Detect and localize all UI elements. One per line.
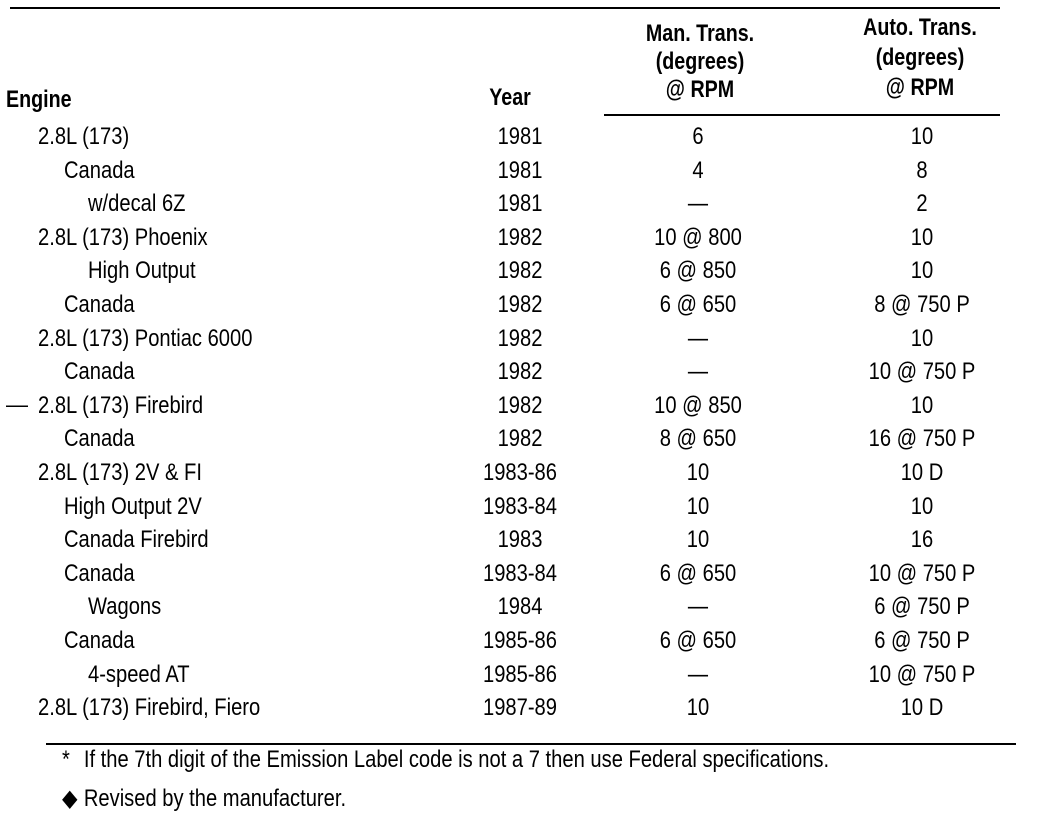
top-rule [10, 7, 1000, 9]
year-cell: 1982 [497, 290, 543, 318]
table-row [0, 624, 1056, 658]
man-trans-cell: 6 @ 650 [659, 559, 737, 587]
auto-trans-cell: 10 [910, 223, 934, 251]
table-row [0, 389, 1056, 423]
man-trans-cell: 10 @ 800 [654, 223, 742, 251]
header-rule [604, 114, 1000, 116]
engine-cell: 2.8L (173) Firebird, Fiero [38, 694, 261, 722]
engine-cell: Canada [64, 290, 135, 318]
header-auto-trans-line-2: (degrees) [875, 44, 965, 71]
year-cell: 1983-84 [483, 492, 557, 520]
year-cell: 1982 [497, 358, 543, 386]
table-row [0, 254, 1056, 288]
table-row [0, 355, 1056, 389]
engine-cell: 2.8L (173) Phoenix [38, 223, 208, 251]
engine-cell: Canada [64, 358, 135, 386]
engine-cell: w/decal 6Z [88, 190, 186, 218]
year-cell: 1981 [497, 123, 543, 150]
engine-cell: 2.8L (173) Firebird [38, 391, 204, 419]
auto-trans-cell: 10 @ 750 P [868, 358, 976, 386]
auto-trans-cell: 8 @ 750 P [874, 290, 970, 318]
engine-cell: 4-speed AT [88, 660, 190, 688]
footnote-asterisk [62, 746, 829, 774]
man-trans-cell: 6 @ 650 [659, 626, 737, 654]
auto-trans-cell: 10 @ 750 P [868, 559, 976, 587]
man-trans-cell: — [687, 593, 709, 621]
diamond-symbol: ◆ [62, 785, 78, 812]
header-auto-trans-line-3: @ RPM [885, 74, 955, 101]
engine-cell: Canada [64, 156, 135, 184]
header-man-trans-line-2: (degrees) [655, 48, 745, 75]
spec-table [0, 120, 1056, 725]
auto-trans-cell: 6 @ 750 P [874, 626, 970, 654]
year-cell: 1981 [497, 156, 543, 184]
year-cell: 1983-86 [483, 458, 557, 486]
year-cell: 1981 [497, 190, 543, 218]
table-row [0, 221, 1056, 255]
auto-trans-cell: 10 D [900, 458, 944, 486]
engine-cell: Canada [64, 425, 135, 453]
auto-trans-cell: 16 [910, 526, 934, 554]
footnote-diamond-text: Revised by the manufacturer. [83, 785, 347, 812]
auto-trans-cell: 10 [910, 492, 934, 520]
year-cell: 1982 [497, 425, 543, 453]
man-trans-cell: 10 [686, 526, 710, 554]
table-row [0, 422, 1056, 456]
man-trans-cell: 4 [692, 156, 704, 184]
table-row [0, 456, 1056, 490]
auto-trans-cell: 10 [910, 257, 934, 285]
table-row [0, 288, 1056, 322]
table-row [0, 590, 1056, 624]
man-trans-cell: — [687, 660, 709, 688]
auto-trans-cell: 6 @ 750 P [874, 593, 970, 621]
auto-trans-cell: 10 [910, 324, 934, 352]
table-row [0, 490, 1056, 524]
footnote-asterisk-text: If the 7th digit of the Emission Label code is not a 7 then use Federal specifications. [83, 746, 830, 773]
year-cell: 1985-86 [483, 626, 557, 654]
man-trans-cell: — [687, 324, 709, 352]
asterisk-symbol: * [62, 746, 70, 773]
engine-cell: Canada [64, 559, 135, 587]
engine-cell: Canada [64, 626, 135, 654]
engine-cell: 2.8L (173) Pontiac 6000 [38, 324, 253, 352]
man-trans-cell: — [687, 190, 709, 218]
table-row [0, 120, 1056, 154]
table-row [0, 557, 1056, 591]
auto-trans-cell: 10 [910, 123, 934, 150]
header-year: Year [489, 84, 531, 111]
table-row [0, 154, 1056, 188]
engine-cell: High Output [88, 257, 196, 285]
header-man-trans-line-1: Man. Trans. [645, 20, 755, 47]
auto-trans-cell: 10 [910, 391, 934, 419]
table-row [0, 322, 1056, 356]
man-trans-cell: — [687, 358, 709, 386]
auto-trans-cell: 8 [916, 156, 928, 184]
year-cell: 1982 [497, 257, 543, 285]
margin-dash-mark: — [6, 392, 28, 417]
year-cell: 1982 [497, 324, 543, 352]
man-trans-cell: 6 @ 650 [659, 290, 737, 318]
engine-cell: High Output 2V [64, 492, 202, 520]
header-auto-trans-line-1: Auto. Trans. [863, 14, 977, 41]
engine-cell: 2.8L (173) [38, 123, 130, 150]
year-cell: 1982 [497, 223, 543, 251]
man-trans-cell: 8 @ 650 [659, 425, 737, 453]
engine-cell: Canada Firebird [64, 526, 209, 554]
year-cell: 1984 [497, 593, 543, 621]
man-trans-cell: 6 @ 850 [659, 257, 737, 285]
man-trans-cell: 6 [692, 123, 704, 150]
man-trans-cell: 10 @ 850 [654, 391, 742, 419]
auto-trans-cell: 2 [916, 190, 928, 218]
table-row [0, 691, 1056, 725]
man-trans-cell: 10 [686, 458, 710, 486]
year-cell: 1985-86 [483, 660, 557, 688]
table-row [0, 523, 1056, 557]
footnote-diamond [62, 784, 346, 813]
table-row [0, 187, 1056, 221]
man-trans-cell: 10 [686, 492, 710, 520]
auto-trans-cell: 10 D [900, 694, 944, 722]
header-man-trans-line-3: @ RPM [665, 76, 735, 103]
year-cell: 1982 [497, 391, 543, 419]
bottom-rule [46, 743, 1016, 745]
year-cell: 1983 [497, 526, 543, 554]
header-engine: Engine [6, 86, 72, 113]
auto-trans-cell: 16 @ 750 P [868, 425, 976, 453]
auto-trans-cell: 10 @ 750 P [868, 660, 976, 688]
year-cell: 1987-89 [483, 694, 557, 722]
man-trans-cell: 10 [686, 694, 710, 722]
year-cell: 1983-84 [483, 559, 557, 587]
table-row [0, 658, 1056, 692]
engine-cell: 2.8L (173) 2V & FI [38, 458, 202, 486]
engine-cell: Wagons [88, 593, 162, 621]
